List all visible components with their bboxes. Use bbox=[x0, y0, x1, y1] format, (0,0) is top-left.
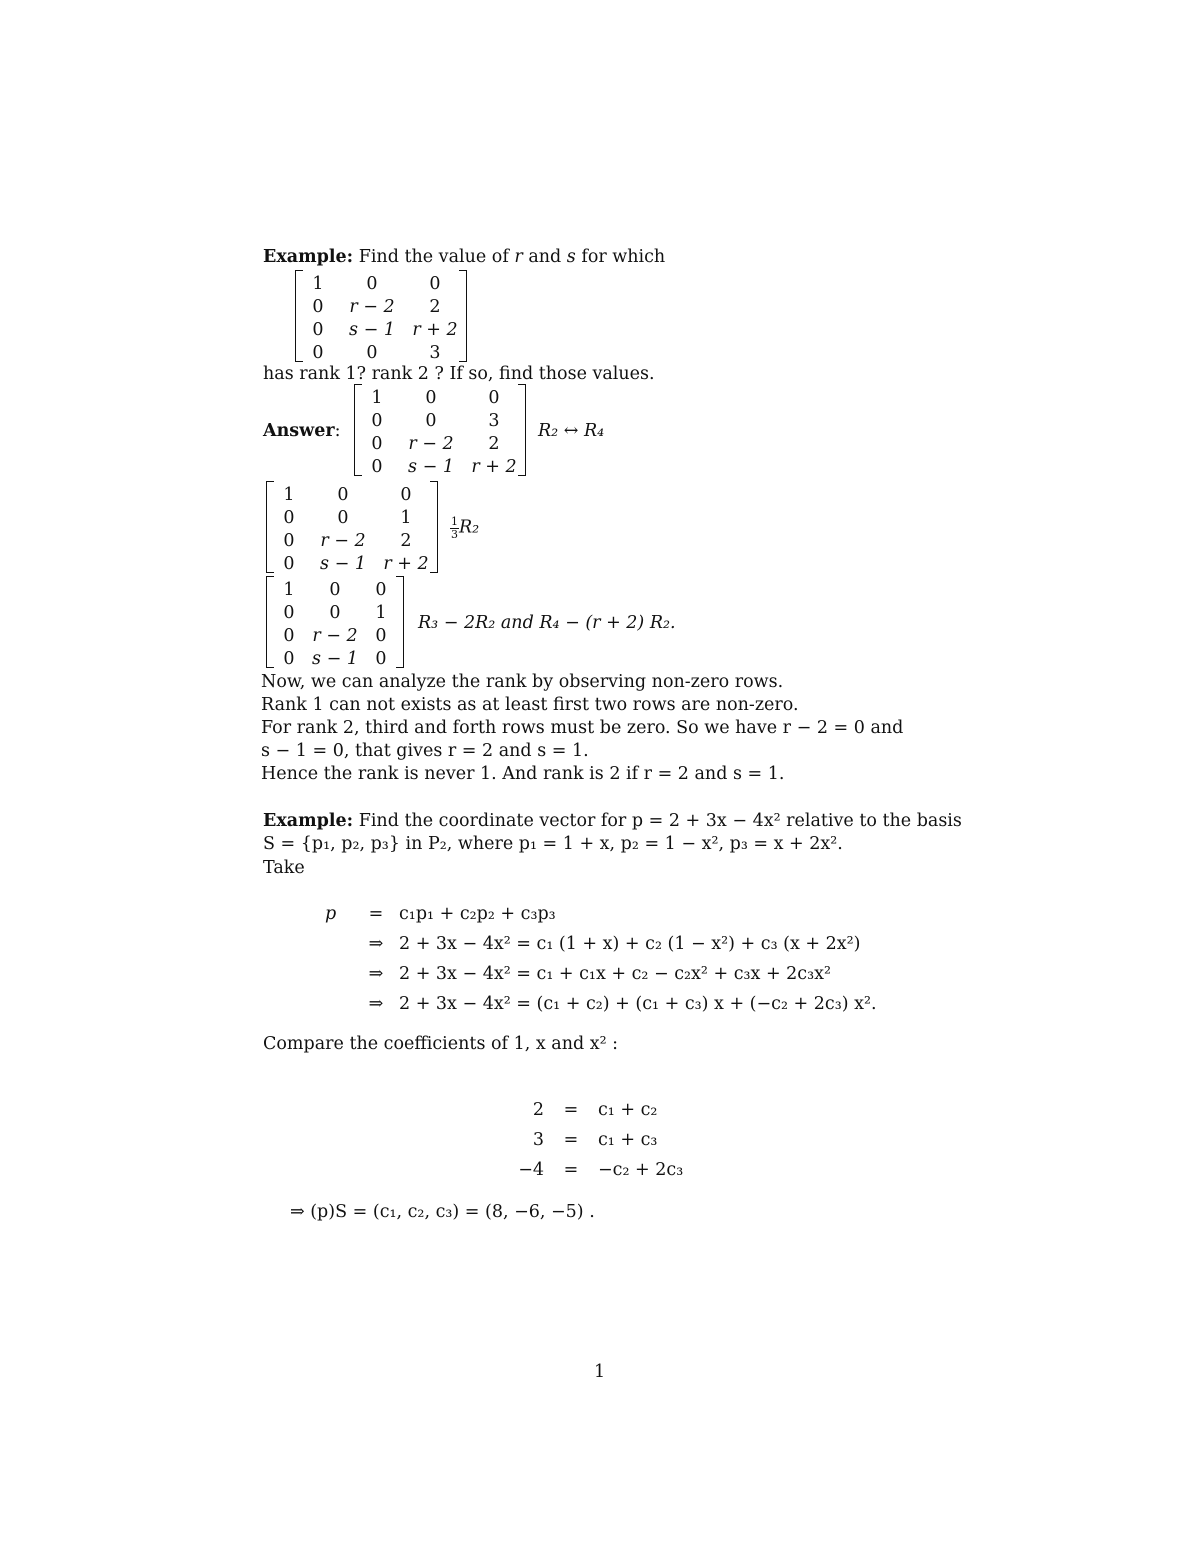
matrix-entry: 0 bbox=[329, 579, 341, 600]
compare-line: Compare the coefficients of 1, x and x² : bbox=[263, 1034, 619, 1054]
matrix-entry: 0 bbox=[366, 273, 378, 294]
left-bracket bbox=[295, 270, 303, 362]
text-line-5: Hence the rank is never 1. And rank is 2 if r = 2 and s = 1. bbox=[261, 764, 785, 784]
frac-numerator: 1 bbox=[451, 515, 458, 528]
system-rhs: c₁ + c₂ bbox=[598, 1100, 658, 1121]
matrix-entry: 0 bbox=[366, 342, 378, 363]
matrix-entry: 0 bbox=[283, 648, 295, 669]
derivation-row bbox=[325, 990, 877, 1020]
example1-prompt-c: for which bbox=[575, 247, 666, 267]
matrix-entry: 0 bbox=[425, 387, 437, 408]
matrix-entry: s − 1 bbox=[408, 456, 454, 477]
matrix-row bbox=[356, 409, 524, 432]
matrix-step2 bbox=[266, 481, 438, 573]
matrix-entry: 0 bbox=[337, 507, 349, 528]
matrix-entry: r − 2 bbox=[320, 530, 366, 551]
matrix-entry: 0 bbox=[371, 433, 383, 454]
matrix-entry: 0 bbox=[429, 273, 441, 294]
matrix-entry: 2 bbox=[400, 530, 412, 551]
matrix-entry: 0 bbox=[283, 507, 295, 528]
matrix-row bbox=[356, 432, 524, 455]
matrix-step3 bbox=[266, 576, 404, 668]
matrix-entry: 2 bbox=[429, 296, 441, 317]
matrix-entry: 0 bbox=[488, 387, 500, 408]
matrix-entry: 0 bbox=[375, 579, 387, 600]
matrix-entry: 1 bbox=[283, 484, 295, 505]
matrix-entry: r − 2 bbox=[312, 625, 358, 646]
matrix-entry: 0 bbox=[283, 530, 295, 551]
left-bracket bbox=[354, 384, 362, 476]
example1-heading-line bbox=[263, 249, 665, 267]
derivation-rhs: c₁p₁ + c₂p₂ + c₃p₃ bbox=[399, 904, 556, 925]
derivation-align bbox=[325, 900, 877, 1020]
system-rhs: c₁ + c₃ bbox=[598, 1130, 658, 1151]
matrix-entry: 0 bbox=[283, 625, 295, 646]
system-rhs: −c₂ + 2c₃ bbox=[598, 1160, 684, 1181]
matrix-entry: 3 bbox=[429, 342, 441, 363]
matrix-entry: 0 bbox=[371, 410, 383, 431]
derivation-rel: ⇒ bbox=[368, 964, 384, 985]
matrix-entry: s − 1 bbox=[320, 553, 366, 574]
matrix-entry: r − 2 bbox=[408, 433, 454, 454]
example2-label: Example: bbox=[263, 811, 354, 831]
matrix-entry: s − 1 bbox=[312, 648, 358, 669]
system-rel: = bbox=[563, 1160, 579, 1181]
left-bracket bbox=[266, 481, 274, 573]
matrix-entry: 0 bbox=[400, 484, 412, 505]
derivation-rhs: 2 + 3x − 4x² = (c₁ + c₂) + (c₁ + c₃) x + (−c₂ + 2c₃) x². bbox=[399, 994, 877, 1015]
derivation-rhs: 2 + 3x − 4x² = c₁ (1 + x) + c₂ (1 − x²) + c₃ (x + 2x²) bbox=[399, 934, 861, 955]
matrix-entry: 0 bbox=[283, 602, 295, 623]
matrix-row bbox=[268, 529, 436, 552]
matrix-entry: 0 bbox=[375, 648, 387, 669]
text-line-1: Now, we can analyze the rank by observing non-zero rows. bbox=[261, 672, 784, 692]
matrix-entry: 0 bbox=[337, 484, 349, 505]
derivation-rel: ⇒ bbox=[368, 934, 384, 955]
example2-line2: S = {p₁, p₂, p₃} in P₂, where p₁ = 1 + x, p₂ = 1 − x², p₃ = x + 2x². bbox=[263, 834, 843, 854]
system-lhs: 2 bbox=[532, 1100, 544, 1121]
matrix-entry: 1 bbox=[375, 602, 387, 623]
right-bracket bbox=[459, 270, 467, 362]
matrix-original bbox=[295, 270, 467, 362]
system-lhs: 3 bbox=[532, 1130, 544, 1151]
derivation-lhs bbox=[325, 990, 353, 1020]
matrix-entry: 0 bbox=[283, 553, 295, 574]
right-bracket bbox=[518, 384, 526, 476]
matrix-entry: 0 bbox=[371, 456, 383, 477]
derivation-lhs bbox=[325, 930, 353, 960]
matrix-entry: 0 bbox=[312, 319, 324, 340]
matrix-row bbox=[268, 578, 402, 601]
matrix-entry: r + 2 bbox=[471, 456, 517, 477]
matrix-row bbox=[297, 341, 465, 364]
matrix-row bbox=[297, 295, 465, 318]
matrix-row bbox=[356, 455, 524, 478]
system-row bbox=[500, 1126, 683, 1156]
system-row bbox=[500, 1096, 683, 1126]
matrix-row bbox=[268, 624, 402, 647]
left-bracket bbox=[266, 576, 274, 668]
matrix-entry: 1 bbox=[312, 273, 324, 294]
derivation-rhs: 2 + 3x − 4x² = c₁ + c₁x + c₂ − c₂x² + c₃x + 2c₃x² bbox=[399, 964, 832, 985]
matrix-entry: 1 bbox=[371, 387, 383, 408]
text-line-4: s − 1 = 0, that gives r = 2 and s = 1. bbox=[261, 741, 589, 761]
example2-line1 bbox=[263, 813, 962, 831]
derivation-rel: = bbox=[368, 904, 384, 925]
derivation-lhs bbox=[325, 960, 353, 990]
matrix-entry: 0 bbox=[425, 410, 437, 431]
text-line-3: For rank 2, third and forth rows must be zero. So we have r − 2 = 0 and bbox=[261, 718, 904, 738]
example1-prompt-a: Find the value of bbox=[358, 247, 515, 267]
system-rel: = bbox=[563, 1100, 579, 1121]
matrix-entry: 1 bbox=[400, 507, 412, 528]
page-number: 1 bbox=[594, 1362, 606, 1382]
derivation-row bbox=[325, 900, 877, 930]
matrix-entry: 0 bbox=[312, 342, 324, 363]
text-line-2: Rank 1 can not exists as at least first two rows are non-zero. bbox=[261, 695, 799, 715]
example1-prompt-b: and bbox=[522, 247, 567, 267]
example1-label: Example: bbox=[263, 247, 354, 267]
matrix-row bbox=[297, 318, 465, 341]
example2-prompt: Find the coordinate vector for p = 2 + 3x − 4x² relative to the basis bbox=[358, 811, 962, 831]
take-label: Take bbox=[263, 858, 305, 878]
matrix-entry: r − 2 bbox=[349, 296, 395, 317]
matrix-entry: 3 bbox=[488, 410, 500, 431]
matrix-row bbox=[356, 386, 524, 409]
right-bracket bbox=[430, 481, 438, 573]
matrix-row bbox=[268, 647, 402, 670]
matrix-entry: s − 1 bbox=[349, 319, 395, 340]
system-lhs: −4 bbox=[518, 1160, 544, 1181]
matrix-step1 bbox=[354, 384, 526, 476]
matrix-row bbox=[268, 506, 436, 529]
matrix-entry: r + 2 bbox=[412, 319, 458, 340]
matrix-entry: 0 bbox=[375, 625, 387, 646]
system-rel: = bbox=[563, 1130, 579, 1151]
matrix-entry: r + 2 bbox=[383, 553, 429, 574]
rank-question: has rank 1? rank 2 ? If so, find those values. bbox=[263, 364, 655, 384]
coordinate-result: ⇒ (p)S = (c₁, c₂, c₃) = (8, −6, −5) . bbox=[290, 1202, 595, 1222]
coefficient-system bbox=[500, 1096, 683, 1186]
matrix-entry: 1 bbox=[283, 579, 295, 600]
matrix-entry: 0 bbox=[329, 602, 341, 623]
var-s: s bbox=[566, 247, 576, 267]
row-op-swap: R₂ ↔ R₄ bbox=[538, 421, 605, 441]
frac-denominator: 3 bbox=[451, 527, 458, 541]
right-bracket bbox=[396, 576, 404, 668]
derivation-lhs: p bbox=[325, 904, 337, 925]
derivation-rel: ⇒ bbox=[368, 994, 384, 1015]
row-op-scale-target: R₂ bbox=[459, 517, 480, 538]
derivation-row bbox=[325, 960, 877, 990]
matrix-row bbox=[297, 272, 465, 295]
matrix-row bbox=[268, 601, 402, 624]
row-op-scale bbox=[450, 516, 479, 540]
matrix-row bbox=[268, 552, 436, 575]
matrix-entry: 0 bbox=[312, 296, 324, 317]
var-r: r bbox=[514, 247, 523, 267]
matrix-entry: 2 bbox=[488, 433, 500, 454]
derivation-row bbox=[325, 930, 877, 960]
row-op-eliminate: R₃ − 2R₂ and R₄ − (r + 2) R₂. bbox=[418, 613, 676, 633]
system-row bbox=[500, 1156, 683, 1186]
matrix-row bbox=[268, 483, 436, 506]
answer-label: Answer: bbox=[263, 421, 341, 441]
